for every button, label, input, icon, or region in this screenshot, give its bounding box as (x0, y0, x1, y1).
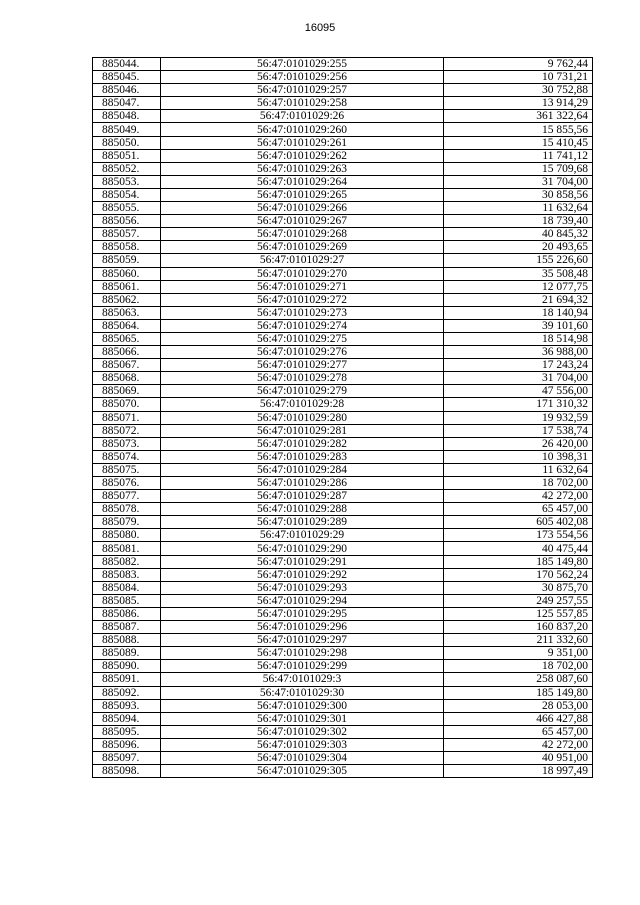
cadastral-value-cell: 15 855,56 (444, 123, 593, 136)
table-row (93, 647, 593, 660)
row-number-cell: 885069. (93, 385, 161, 398)
row-number-cell: 885049. (93, 123, 161, 136)
cadastral-value-cell: 9 762,44 (444, 58, 593, 71)
table-row (93, 621, 593, 634)
row-number-cell: 885075. (93, 463, 161, 476)
row-number-cell: 885089. (93, 647, 161, 660)
cadastral-value-cell: 11 741,12 (444, 149, 593, 162)
table-row (93, 293, 593, 306)
table-row (93, 437, 593, 450)
cadastral-value-cell: 20 493,65 (444, 241, 593, 254)
cadastral-number-cell: 56:47:0101029:274 (161, 319, 444, 332)
table-row (93, 463, 593, 476)
table-row (93, 516, 593, 529)
cadastral-value-cell: 15 410,45 (444, 136, 593, 149)
row-number-cell: 885083. (93, 568, 161, 581)
cadastral-number-cell: 56:47:0101029:299 (161, 660, 444, 673)
cadastral-number-cell: 56:47:0101029:292 (161, 568, 444, 581)
cadastral-number-cell: 56:47:0101029:281 (161, 424, 444, 437)
table-row (93, 725, 593, 738)
table-row (93, 267, 593, 280)
cadastral-number-cell: 56:47:0101029:268 (161, 228, 444, 241)
cadastral-value-cell: 18 514,98 (444, 332, 593, 345)
cadastral-number-cell: 56:47:0101029:257 (161, 84, 444, 97)
cadastral-number-cell: 56:47:0101029:276 (161, 346, 444, 359)
cadastral-number-cell: 56:47:0101029:305 (161, 765, 444, 778)
cadastral-value-cell: 19 932,59 (444, 411, 593, 424)
registry-table-body (93, 58, 593, 778)
row-number-cell: 885047. (93, 97, 161, 110)
table-row (93, 751, 593, 764)
row-number-cell: 885062. (93, 293, 161, 306)
cadastral-number-cell: 56:47:0101029:283 (161, 450, 444, 463)
row-number-cell: 885070. (93, 398, 161, 411)
cadastral-value-cell: 42 272,00 (444, 490, 593, 503)
row-number-cell: 885060. (93, 267, 161, 280)
cadastral-value-cell: 10 731,21 (444, 71, 593, 84)
cadastral-number-cell: 56:47:0101029:263 (161, 162, 444, 175)
table-row (93, 202, 593, 215)
row-number-cell: 885064. (93, 319, 161, 332)
cadastral-number-cell: 56:47:0101029:286 (161, 477, 444, 490)
cadastral-value-cell: 30 752,88 (444, 84, 593, 97)
table-row (93, 594, 593, 607)
cadastral-value-cell: 11 632,64 (444, 202, 593, 215)
cadastral-number-cell: 56:47:0101029:260 (161, 123, 444, 136)
row-number-cell: 885063. (93, 306, 161, 319)
cadastral-value-cell: 249 257,55 (444, 594, 593, 607)
cadastral-value-cell: 39 101,60 (444, 319, 593, 332)
cadastral-number-cell: 56:47:0101029:27 (161, 254, 444, 267)
cadastral-value-cell: 18 739,40 (444, 215, 593, 228)
cadastral-number-cell: 56:47:0101029:288 (161, 503, 444, 516)
table-row (93, 136, 593, 149)
cadastral-value-cell: 185 149,80 (444, 555, 593, 568)
cadastral-number-cell: 56:47:0101029:269 (161, 241, 444, 254)
cadastral-value-cell: 9 351,00 (444, 647, 593, 660)
cadastral-value-cell: 40 845,32 (444, 228, 593, 241)
table-row (93, 215, 593, 228)
cadastral-value-cell: 10 398,31 (444, 450, 593, 463)
row-number-cell: 885097. (93, 751, 161, 764)
cadastral-value-cell: 125 557,85 (444, 607, 593, 620)
cadastral-value-cell: 12 077,75 (444, 280, 593, 293)
cadastral-value-cell: 17 243,24 (444, 359, 593, 372)
cadastral-number-cell: 56:47:0101029:267 (161, 215, 444, 228)
cadastral-value-cell: 171 310,32 (444, 398, 593, 411)
cadastral-value-cell: 15 709,68 (444, 162, 593, 175)
cadastral-number-cell: 56:47:0101029:278 (161, 372, 444, 385)
row-number-cell: 885085. (93, 594, 161, 607)
cadastral-value-cell: 36 988,00 (444, 346, 593, 359)
table-row (93, 162, 593, 175)
row-number-cell: 885093. (93, 699, 161, 712)
row-number-cell: 885046. (93, 84, 161, 97)
cadastral-number-cell: 56:47:0101029:261 (161, 136, 444, 149)
table-row (93, 372, 593, 385)
cadastral-value-cell: 65 457,00 (444, 725, 593, 738)
row-number-cell: 885074. (93, 450, 161, 463)
row-number-cell: 885054. (93, 188, 161, 201)
row-number-cell: 885096. (93, 738, 161, 751)
row-number-cell: 885090. (93, 660, 161, 673)
cadastral-value-cell: 17 538,74 (444, 424, 593, 437)
row-number-cell: 885098. (93, 765, 161, 778)
row-number-cell: 885092. (93, 686, 161, 699)
table-row (93, 319, 593, 332)
table-row (93, 634, 593, 647)
cadastral-value-cell: 31 704,00 (444, 372, 593, 385)
cadastral-value-cell: 605 402,08 (444, 516, 593, 529)
row-number-cell: 885091. (93, 673, 161, 686)
cadastral-value-cell: 258 087,60 (444, 673, 593, 686)
cadastral-number-cell: 56:47:0101029:277 (161, 359, 444, 372)
row-number-cell: 885052. (93, 162, 161, 175)
row-number-cell: 885080. (93, 529, 161, 542)
table-row (93, 660, 593, 673)
cadastral-number-cell: 56:47:0101029:30 (161, 686, 444, 699)
row-number-cell: 885065. (93, 332, 161, 345)
table-row (93, 712, 593, 725)
row-number-cell: 885095. (93, 725, 161, 738)
row-number-cell: 885050. (93, 136, 161, 149)
cadastral-value-cell: 160 837,20 (444, 621, 593, 634)
cadastral-number-cell: 56:47:0101029:280 (161, 411, 444, 424)
cadastral-number-cell: 56:47:0101029:256 (161, 71, 444, 84)
table-row (93, 332, 593, 345)
cadastral-value-cell: 26 420,00 (444, 437, 593, 450)
table-row (93, 568, 593, 581)
table-row (93, 71, 593, 84)
row-number-cell: 885057. (93, 228, 161, 241)
row-number-cell: 885087. (93, 621, 161, 634)
table-row (93, 411, 593, 424)
cadastral-number-cell: 56:47:0101029:300 (161, 699, 444, 712)
cadastral-value-cell: 21 694,32 (444, 293, 593, 306)
row-number-cell: 885061. (93, 280, 161, 293)
table-row (93, 450, 593, 463)
cadastral-value-cell: 30 858,56 (444, 188, 593, 201)
table-row (93, 97, 593, 110)
cadastral-number-cell: 56:47:0101029:303 (161, 738, 444, 751)
cadastral-number-cell: 56:47:0101029:297 (161, 634, 444, 647)
cadastral-value-cell: 18 702,00 (444, 477, 593, 490)
cadastral-value-cell: 11 632,64 (444, 463, 593, 476)
page-number: 16095 (304, 22, 336, 34)
cadastral-number-cell: 56:47:0101029:262 (161, 149, 444, 162)
cadastral-value-cell: 13 914,29 (444, 97, 593, 110)
cadastral-number-cell: 56:47:0101029:287 (161, 490, 444, 503)
table-row (93, 228, 593, 241)
table-row (93, 346, 593, 359)
cadastral-number-cell: 56:47:0101029:295 (161, 607, 444, 620)
cadastral-number-cell: 56:47:0101029:290 (161, 542, 444, 555)
table-row (93, 241, 593, 254)
cadastral-value-cell: 185 149,80 (444, 686, 593, 699)
table-row (93, 58, 593, 71)
row-number-cell: 885066. (93, 346, 161, 359)
cadastral-number-cell: 56:47:0101029:291 (161, 555, 444, 568)
table-row (93, 84, 593, 97)
cadastral-number-cell: 56:47:0101029:294 (161, 594, 444, 607)
cadastral-number-cell: 56:47:0101029:26 (161, 110, 444, 123)
cadastral-value-cell: 30 875,70 (444, 581, 593, 594)
table-row (93, 581, 593, 594)
cadastral-number-cell: 56:47:0101029:304 (161, 751, 444, 764)
cadastral-value-cell: 155 226,60 (444, 254, 593, 267)
row-number-cell: 885088. (93, 634, 161, 647)
cadastral-value-cell: 47 556,00 (444, 385, 593, 398)
row-number-cell: 885076. (93, 477, 161, 490)
cadastral-number-cell: 56:47:0101029:272 (161, 293, 444, 306)
cadastral-number-cell: 56:47:0101029:275 (161, 332, 444, 345)
cadastral-number-cell: 56:47:0101029:264 (161, 175, 444, 188)
table-row (93, 110, 593, 123)
table-row (93, 699, 593, 712)
table-row (93, 398, 593, 411)
cadastral-value-cell: 31 704,00 (444, 175, 593, 188)
cadastral-number-cell: 56:47:0101029:284 (161, 463, 444, 476)
cadastral-number-cell: 56:47:0101029:282 (161, 437, 444, 450)
row-number-cell: 885048. (93, 110, 161, 123)
row-number-cell: 885068. (93, 372, 161, 385)
table-row (93, 529, 593, 542)
row-number-cell: 885045. (93, 71, 161, 84)
table-row (93, 555, 593, 568)
cadastral-number-cell: 56:47:0101029:289 (161, 516, 444, 529)
table-row (93, 385, 593, 398)
cadastral-value-cell: 466 427,88 (444, 712, 593, 725)
cadastral-value-cell: 18 702,00 (444, 660, 593, 673)
row-number-cell: 885067. (93, 359, 161, 372)
table-row (93, 188, 593, 201)
cadastral-value-cell: 361 322,64 (444, 110, 593, 123)
cadastral-value-cell: 170 562,24 (444, 568, 593, 581)
cadastral-number-cell: 56:47:0101029:293 (161, 581, 444, 594)
cadastral-number-cell: 56:47:0101029:255 (161, 58, 444, 71)
row-number-cell: 885051. (93, 149, 161, 162)
table-row (93, 765, 593, 778)
row-number-cell: 885044. (93, 58, 161, 71)
row-number-cell: 885073. (93, 437, 161, 450)
row-number-cell: 885082. (93, 555, 161, 568)
cadastral-number-cell: 56:47:0101029:29 (161, 529, 444, 542)
row-number-cell: 885081. (93, 542, 161, 555)
table-row (93, 280, 593, 293)
row-number-cell: 885058. (93, 241, 161, 254)
row-number-cell: 885053. (93, 175, 161, 188)
row-number-cell: 885094. (93, 712, 161, 725)
table-row (93, 306, 593, 319)
row-number-cell: 885077. (93, 490, 161, 503)
cadastral-value-cell: 65 457,00 (444, 503, 593, 516)
cadastral-number-cell: 56:47:0101029:302 (161, 725, 444, 738)
cadastral-number-cell: 56:47:0101029:271 (161, 280, 444, 293)
cadastral-number-cell: 56:47:0101029:265 (161, 188, 444, 201)
table-row (93, 686, 593, 699)
table-row (93, 738, 593, 751)
cadastral-value-cell: 40 475,44 (444, 542, 593, 555)
cadastral-value-cell: 42 272,00 (444, 738, 593, 751)
registry-table (92, 57, 593, 778)
table-row (93, 490, 593, 503)
cadastral-number-cell: 56:47:0101029:28 (161, 398, 444, 411)
row-number-cell: 885078. (93, 503, 161, 516)
cadastral-value-cell: 28 053,00 (444, 699, 593, 712)
table-row (93, 424, 593, 437)
cadastral-value-cell: 18 140,94 (444, 306, 593, 319)
cadastral-value-cell: 211 332,60 (444, 634, 593, 647)
row-number-cell: 885055. (93, 202, 161, 215)
cadastral-number-cell: 56:47:0101029:270 (161, 267, 444, 280)
cadastral-value-cell: 35 508,48 (444, 267, 593, 280)
row-number-cell: 885084. (93, 581, 161, 594)
row-number-cell: 885056. (93, 215, 161, 228)
cadastral-number-cell: 56:47:0101029:279 (161, 385, 444, 398)
row-number-cell: 885086. (93, 607, 161, 620)
cadastral-number-cell: 56:47:0101029:296 (161, 621, 444, 634)
table-row (93, 477, 593, 490)
cadastral-number-cell: 56:47:0101029:266 (161, 202, 444, 215)
row-number-cell: 885071. (93, 411, 161, 424)
table-row (93, 175, 593, 188)
table-row (93, 503, 593, 516)
row-number-cell: 885059. (93, 254, 161, 267)
cadastral-number-cell: 56:47:0101029:258 (161, 97, 444, 110)
table-row (93, 673, 593, 686)
table-row (93, 149, 593, 162)
table-row (93, 123, 593, 136)
cadastral-number-cell: 56:47:0101029:301 (161, 712, 444, 725)
table-row (93, 607, 593, 620)
cadastral-value-cell: 173 554,56 (444, 529, 593, 542)
row-number-cell: 885079. (93, 516, 161, 529)
cadastral-number-cell: 56:47:0101029:273 (161, 306, 444, 319)
cadastral-number-cell: 56:47:0101029:3 (161, 673, 444, 686)
table-row (93, 254, 593, 267)
table-row (93, 542, 593, 555)
row-number-cell: 885072. (93, 424, 161, 437)
table-row (93, 359, 593, 372)
cadastral-value-cell: 18 997,49 (444, 765, 593, 778)
cadastral-number-cell: 56:47:0101029:298 (161, 647, 444, 660)
cadastral-value-cell: 40 951,00 (444, 751, 593, 764)
